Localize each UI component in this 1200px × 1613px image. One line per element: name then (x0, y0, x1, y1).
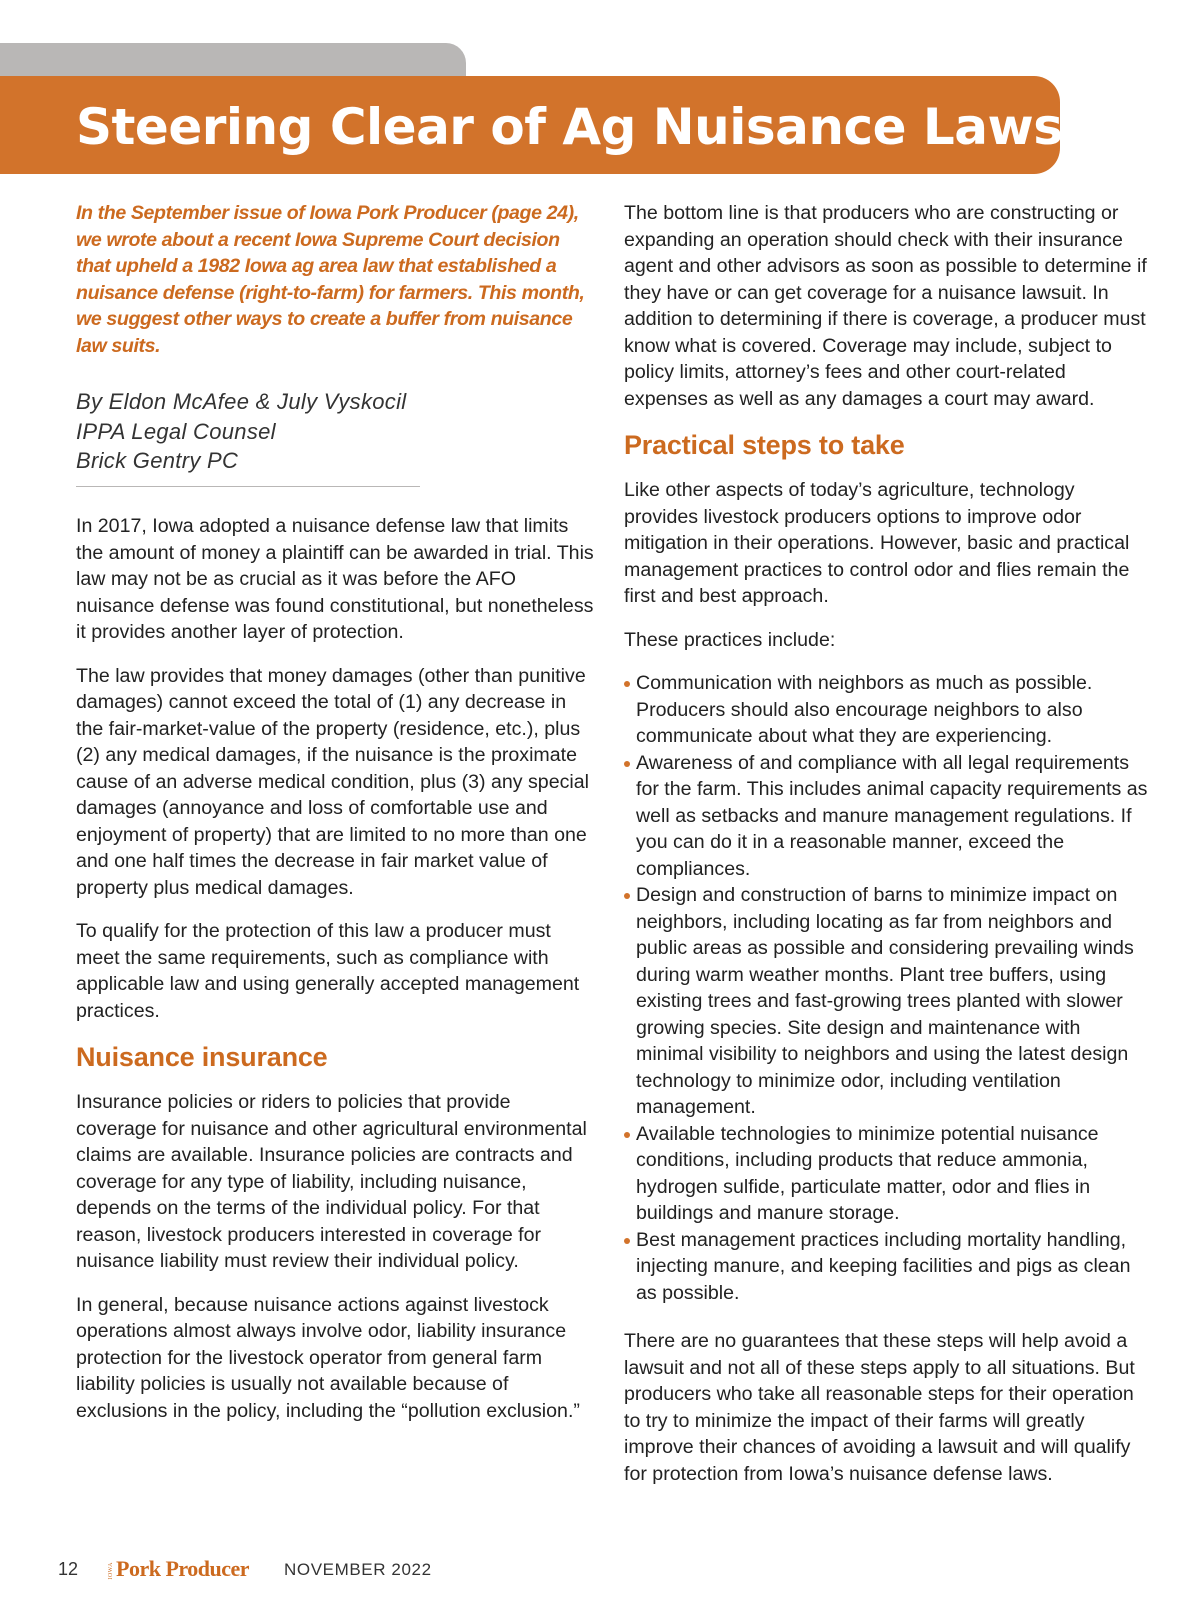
logo-wordmark: Pork Producer (116, 1556, 250, 1581)
body-paragraph: There are no guarantees that these steps will help avoid a lawsuit and not all of these steps apply to all situations. But producers who take all reasonable steps for their operation to try to minimize the impact of their farms will greatly improve their chances of avoiding a lawsuit and will qualify for protection from Iowa’s nuisance defense laws. (624, 1330, 1135, 1485)
list-item-text: Available technologies to minimize potential nuisance conditions, including products that reduce ammonia, hydrogen sulfide, particulate matter, odor and flies in buildings and manure storage. (636, 1122, 1099, 1224)
list-item (624, 882, 1152, 1121)
body-paragraph: In general, because nuisance actions against livestock operations almost always involve odor, liability insurance protection for the livestock operator from general farm liability policies is usually not available because of exclusions in the policy, including the “pollution exclusion.” (76, 1293, 580, 1422)
byline-divider (76, 486, 420, 488)
list-item (624, 750, 1152, 883)
list-item (624, 1227, 1152, 1307)
byline (76, 387, 596, 476)
body-paragraph: Insurance policies or riders to policies that provide coverage for nuisance and other agricultural environmental claims are available. Insurance policies are contracts and coverage for any type of liability, including nuisance, depends on the terms of the individual policy. For that reason, livestock producers interested in coverage for nuisance liability must review their individual policy. (76, 1091, 587, 1272)
list-item (624, 1121, 1152, 1227)
bullet-icon (624, 893, 630, 899)
bullet-icon (624, 1238, 630, 1244)
page-number: 12 (58, 1559, 79, 1579)
byline-authors: By Eldon McAfee & July Vyskocil (76, 389, 407, 414)
section-heading-nuisance-insurance: Nuisance insurance (76, 1042, 328, 1072)
list-item-text: Awareness of and compliance with all legal requirements for the farm. This includes animal capacity requirements as well as setbacks and manure management regulations. If you can do it in a reasonable manner, exceed the compliances. (636, 751, 1148, 880)
list-item (624, 670, 1152, 750)
list-item-text: Communication with neighbors as much as possible. Producers should also encourage neighbors to also communicate about what they are experiencing. (636, 672, 1093, 747)
right-column (624, 200, 1152, 1504)
body-paragraph: The law provides that money damages (other than punitive damages) cannot exceed the total of (1) any decrease in the fair-market-value of the property (residence, etc.), plus (2) any medical damages, if the nuisance is the proximate cause of an adverse medical condition, plus (3) any special damages (annoyance and loss of comfortable use and enjoyment of property) that are limited to no more than one and one half times the decrease in fair market value of property plus medical damages. (76, 664, 589, 899)
page-footer (58, 1556, 658, 1584)
byline-firm: Brick Gentry PC (76, 448, 239, 473)
body-paragraph: In 2017, Iowa adopted a nuisance defense law that limits the amount of money a plaintiff can be awarded in trial. This law may not be as crucial as it was before the AFO nuisance defense was found constitutional, but nonetheless it provides another layer of protection. (76, 515, 594, 643)
bullet-icon (624, 681, 630, 687)
logo-iowa-text: IOWA (108, 1562, 114, 1580)
body-paragraph: To qualify for the protection of this law a producer must meet the same requirements, such as compliance with applicable law and using generally accepted management practices. (76, 920, 580, 1022)
left-column (76, 200, 596, 1441)
list-item-text: Best management practices including mortality handling, injecting manure, and keeping facilities and pigs as clean as possible. (636, 1228, 1131, 1304)
body-paragraph: The bottom line is that producers who are constructing or expanding an operation should check with their insurance agent and other advisors as soon as possible to determine if they have or can get coverage for a nuisance lawsuit. In addition to determining if there is coverage, a producer must know what is covered. Coverage may include, subject to policy limits, attorney’s fees and other court-related expenses as well as any damages a court may award. (624, 202, 1147, 410)
article-intro: In the September issue of Iowa Pork Producer (page 24), we wrote about a recent Iowa Supreme Court decision that upheld a 1982 Iowa ag area law that established a nuisance defense (right-to-farm) for farmers. This month, we suggest other ways to create a buffer from nuisance law suits. (76, 202, 585, 357)
byline-role: IPPA Legal Counsel (76, 418, 276, 444)
article-title: Steering Clear of Ag Nuisance Lawsuits (76, 98, 1167, 156)
issue-date: NOVEMBER 2022 (284, 1560, 432, 1579)
bullet-icon (624, 761, 630, 767)
practices-list (624, 670, 1152, 1306)
section-heading-practical-steps: Practical steps to take (624, 430, 905, 460)
body-paragraph: These practices include: (624, 628, 836, 651)
body-paragraph: Like other aspects of today’s agriculture, technology provides livestock producers options to improve odor mitigation in their operations. However, basic and practical management practices to control odor and flies remain the first and best approach. (624, 479, 1130, 607)
list-item-text: Design and construction of barns to minimize impact on neighbors, including locating as far from neighbors and public areas as possible and considering prevailing winds during warm weather months. Plant tree buffers, using existing trees and fast-growing trees planted with slower growing species. Site design and maintenance with minimal visibility to neighbors and using the latest design technology to minimize odor, including ventilation management. (636, 884, 1134, 1118)
bullet-icon (624, 1132, 630, 1138)
